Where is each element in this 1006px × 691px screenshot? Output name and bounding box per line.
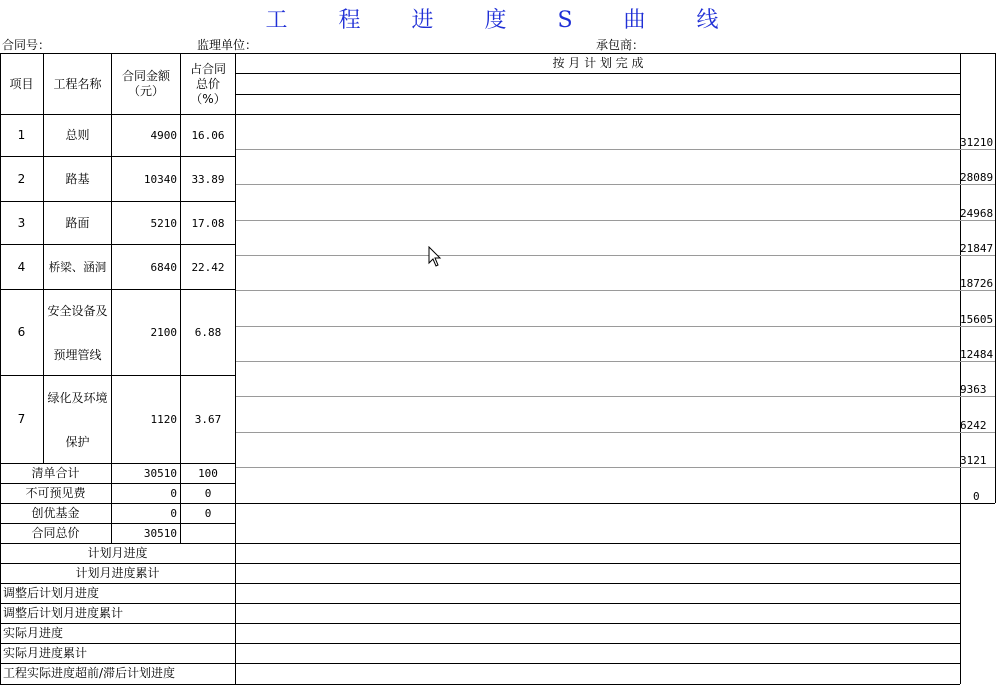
axis-value: 31210 (960, 136, 994, 149)
progress-row-label: 实际月进度 (3, 626, 64, 640)
header-ratio-line2: 总价 (195, 76, 220, 91)
summary-label: 合同总价 (31, 526, 80, 540)
summary-ratio (181, 524, 235, 543)
progress-row-label: 调整后计划月进度 (3, 586, 100, 600)
row-item: 6 (17, 325, 26, 339)
row-item: 2 (17, 171, 26, 186)
row-name-line2: 保护 (65, 434, 90, 449)
progress-row-label: 计划月进度累计 (75, 566, 160, 580)
summary-amount: 0 (170, 507, 177, 520)
summary-ratio: 0 (204, 507, 212, 520)
summary-label: 不可预见费 (25, 486, 86, 500)
row-amount: 10340 (143, 172, 177, 186)
row-item: 1 (17, 128, 26, 142)
row-ratio: 16.06 (191, 129, 225, 142)
row-name (44, 376, 111, 463)
axis-value: 15605 (960, 313, 994, 326)
summary-amount: 0 (170, 487, 177, 500)
row-ratio: 33.89 (191, 172, 225, 186)
row-ratio: 17.08 (191, 216, 225, 230)
header-ratio-line3: （%） (190, 91, 226, 106)
summary-label: 创优基金 (31, 506, 80, 520)
row-name: 路基 (65, 171, 90, 186)
header-amount (112, 54, 180, 114)
supervisor-label: 监理单位： (197, 38, 258, 52)
row-amount: 4900 (150, 129, 177, 142)
row-name-line2: 预埋管线 (53, 347, 102, 362)
row-amount: 5210 (150, 216, 177, 230)
row-name: 总则 (65, 128, 90, 142)
summary-amount: 30510 (143, 467, 177, 480)
progress-row-label: 工程实际进度超前/滞后计划进度 (3, 666, 176, 680)
row-amount: 6840 (150, 260, 177, 274)
axis-value: 21847 (960, 242, 994, 255)
axis-value: 9363 (960, 383, 987, 396)
header-monthly-plan: 按 月 计 划 完 成 (552, 56, 644, 70)
axis-value: 24968 (960, 207, 994, 220)
axis-value: 28089 (960, 171, 994, 184)
header-amount-line2: （元） (127, 84, 164, 98)
summary-ratio: 0 (204, 487, 212, 500)
row-name-line1: 安全设备及 (47, 303, 108, 318)
header-amount-line1: 合同金额 (121, 69, 170, 83)
header-item: 项目 (9, 76, 34, 91)
row-amount: 1120 (150, 413, 177, 426)
header-ratio-line1: 占合同 (189, 61, 226, 76)
contractor-label: 承包商： (596, 38, 645, 52)
page-title: 工 程 进 度 S 曲 线 (265, 8, 741, 33)
row-item: 3 (17, 215, 26, 230)
row-item: 4 (17, 259, 26, 274)
row-ratio: 3.67 (194, 413, 222, 426)
row-ratio: 22.42 (191, 260, 225, 274)
progress-row-label: 计划月进度 (87, 546, 148, 560)
contract-no-label: 合同号： (2, 38, 51, 52)
axis-value: 6242 (960, 419, 987, 432)
progress-row-label: 调整后计划月进度累计 (3, 606, 124, 620)
summary-amount: 30510 (143, 527, 177, 540)
summary-label: 清单合计 (31, 466, 80, 480)
row-name-line1: 绿化及环境 (47, 390, 108, 405)
axis-value: 0 (973, 490, 980, 503)
mouse-cursor-icon (428, 246, 442, 272)
row-amount: 2100 (150, 326, 177, 339)
progress-row-label: 实际月进度累计 (3, 646, 88, 660)
axis-value: 18726 (960, 277, 994, 290)
row-item: 7 (17, 412, 26, 426)
row-name: 桥梁、涵洞 (48, 259, 107, 274)
axis-value: 12484 (960, 348, 994, 361)
summary-ratio: 100 (198, 467, 218, 480)
row-name (44, 290, 111, 375)
axis-value: 3121 (960, 454, 987, 467)
row-ratio: 6.88 (194, 326, 222, 339)
row-name: 路面 (65, 215, 90, 230)
header-ratio (181, 54, 235, 114)
header-name: 工程名称 (53, 76, 102, 91)
